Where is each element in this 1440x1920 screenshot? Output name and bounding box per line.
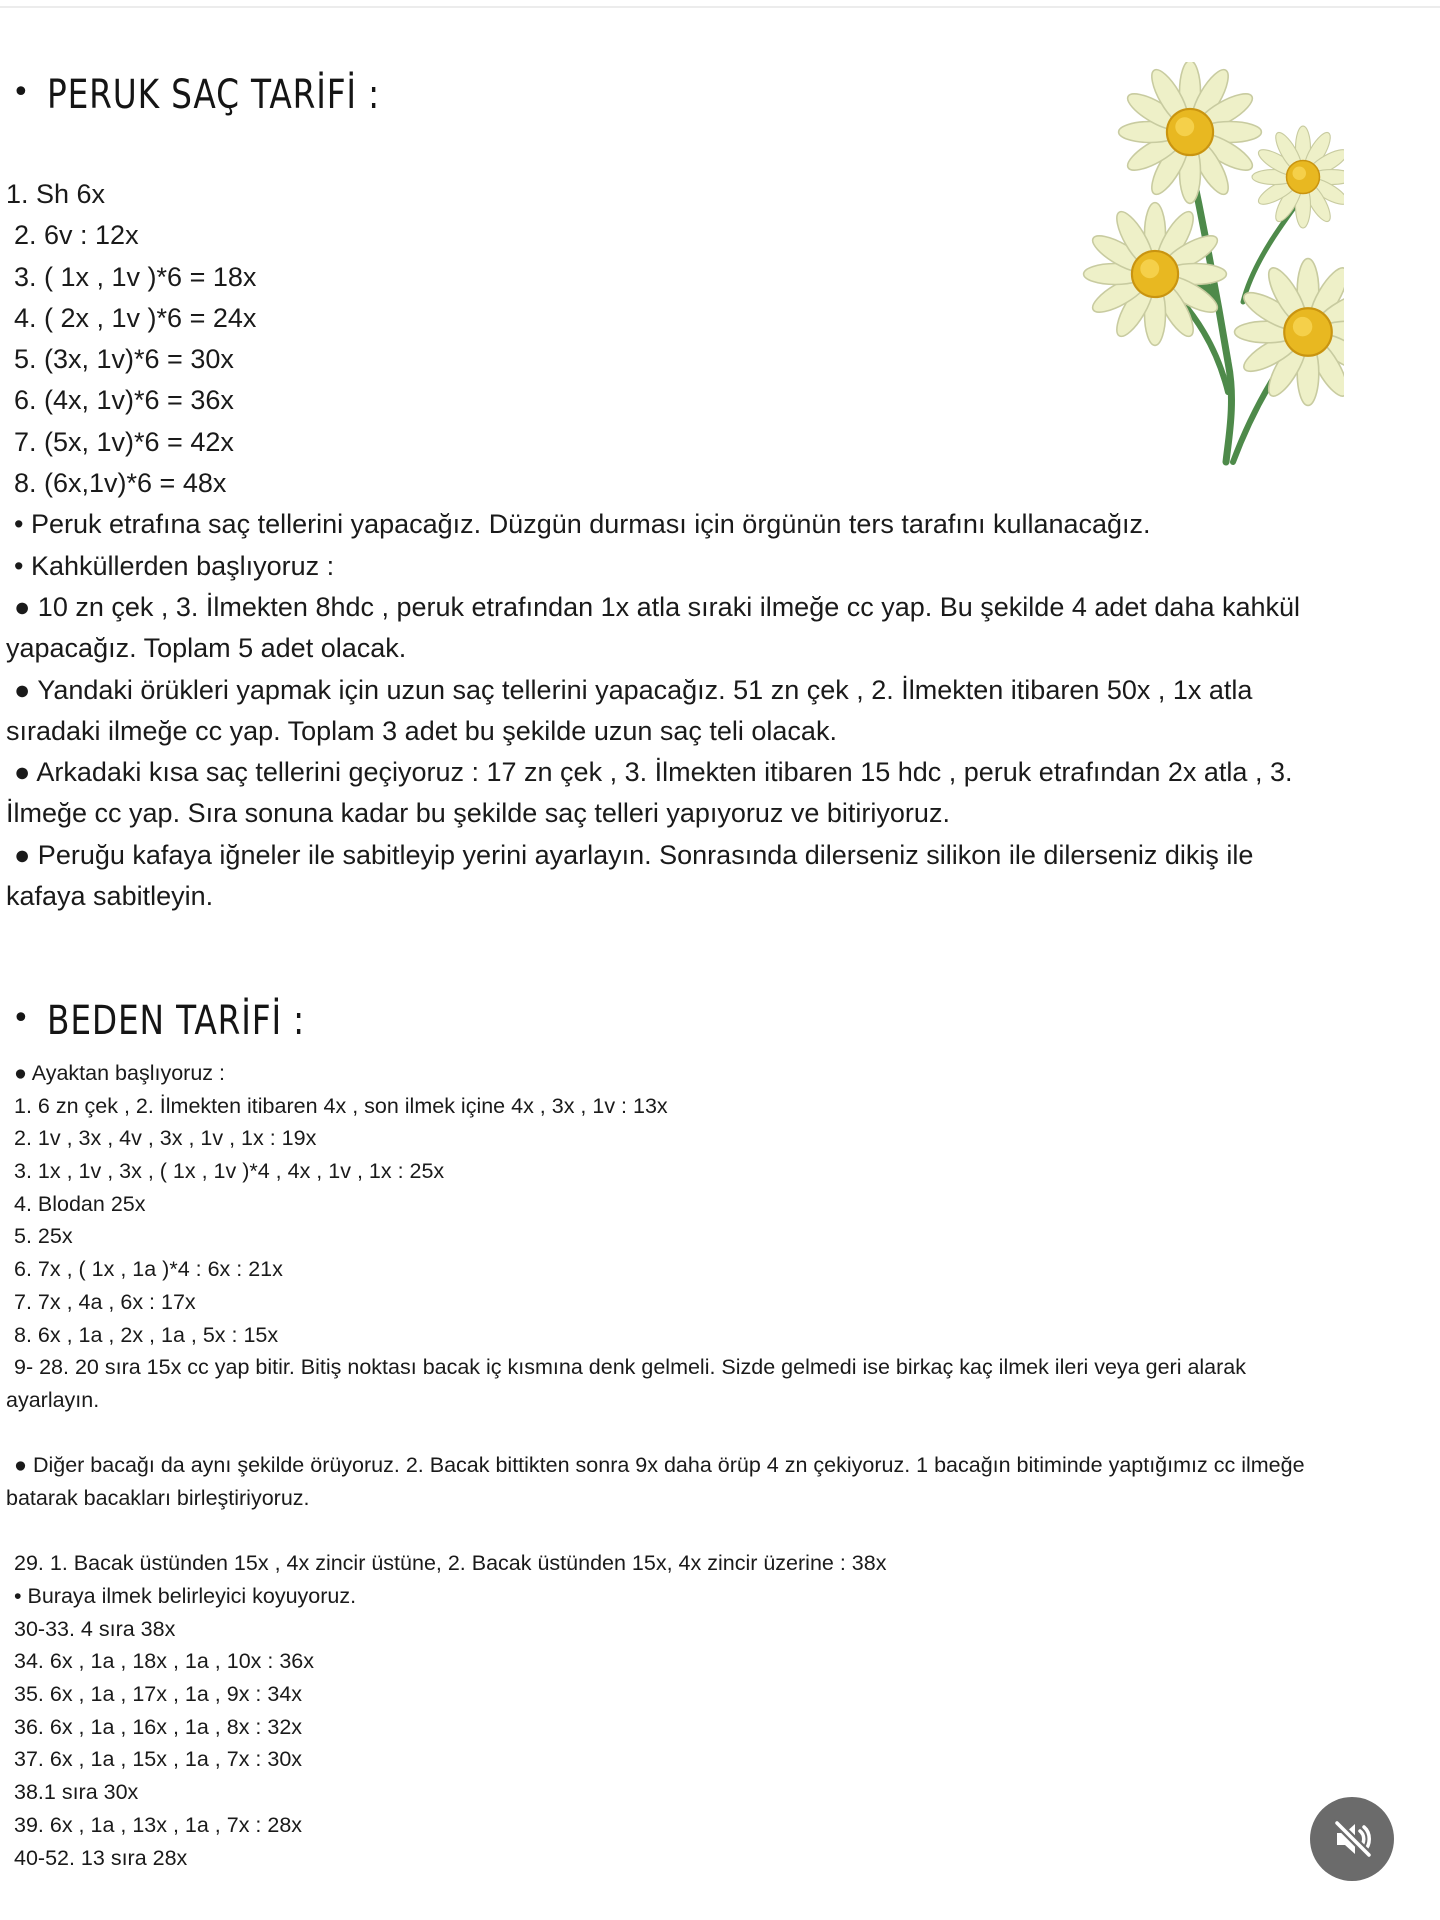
top-divider — [0, 6, 1440, 8]
instruction-line: 35. 6x , 1a , 17x , 1a , 9x : 34x — [14, 1682, 303, 1707]
instruction-line: 4. Blodan 25x — [14, 1191, 146, 1216]
instruction-line: 3. ( 1x , 1v )*6 = 18x — [14, 261, 257, 292]
heading-bullet: • — [12, 1001, 31, 1036]
instruction-line: 6. 7x , ( 1x , 1a )*4 : 6x : 21x — [14, 1257, 283, 1282]
instruction-line: ● Yandaki örükleri yapmak için uzun saç tellerini yapacağız. 51 zn çek , 2. İlmekten itibaren 50x , 1x atla — [14, 674, 1253, 705]
instruction-line: 8. (6x,1v)*6 = 48x — [14, 468, 227, 499]
section-heading-peruk — [12, 72, 453, 118]
instruction-line: 1. Sh 6x — [6, 179, 106, 209]
instruction-line: 7. (5x, 1v)*6 = 42x — [14, 426, 234, 457]
instruction-line: yapacağız. Toplam 5 adet olacak. — [6, 633, 407, 664]
instruction-line: 9- 28. 20 sıra 15x cc yap bitir. Bitiş noktası bacak iç kısmına denk gelmeli. Sizde gelmedi ise birkaç kaç ilmek ileri veya geri alarak — [14, 1355, 1246, 1380]
instruction-line: sıradaki ilmeğe cc yap. Toplam 3 adet bu şekilde uzun saç teli olacak. — [6, 715, 837, 746]
heading-title: PERUK SAÇ TARİFİ : — [46, 72, 380, 118]
instruction-line: 2. 1v , 3x , 4v , 3x , 1v , 1x : 19x — [14, 1126, 317, 1151]
instruction-line: 8. 6x , 1a , 2x , 1a , 5x : 15x — [14, 1322, 279, 1347]
instruction-line: 7. 7x , 4a , 6x : 17x — [14, 1289, 196, 1314]
instruction-line: 29. 1. Bacak üstünden 15x , 4x zincir üstüne, 2. Bacak üstünden 15x, 4x zincir üzerine : 38x — [14, 1551, 887, 1576]
beden-instructions — [6, 1057, 1436, 1874]
instruction-line: 36. 6x , 1a , 16x , 1a , 8x : 32x — [14, 1714, 303, 1739]
instruction-line: ● Peruğu kafaya iğneler ile sabitleyip yerini ayarlayın. Sonrasında dilerseniz silikon ile dilerseniz dikiş ile — [14, 839, 1254, 870]
instruction-line: kafaya sabitleyin. — [6, 881, 214, 912]
instruction-line: İlmeğe cc yap. Sıra sonuna kadar bu şekilde saç telleri yapıyoruz ve bitiriyoruz. — [6, 798, 950, 829]
instruction-line: 5. (3x, 1v)*6 = 30x — [14, 344, 234, 375]
instruction-line: ● Ayaktan başlıyoruz : — [14, 1061, 225, 1085]
instruction-line: ● Diğer bacağı da aynı şekilde örüyoruz. 2. Bacak bittikten sonra 9x daha örüp 4 zn çekiyoruz. 1 bacağın bitiminde yaptığımız cc ilmeğe — [14, 1453, 1305, 1478]
instruction-line: 2. 6v : 12x — [14, 220, 139, 251]
instruction-line: 1. 6 zn çek , 2. İlmekten itibaren 4x , son ilmek içine 4x , 3x , 1v : 13x — [14, 1093, 668, 1118]
instruction-line: ● Arkadaki kısa saç tellerini geçiyoruz : 17 zn çek , 3. İlmekten itibaren 15 hdc , peruk etrafından 2x atla , 3. — [14, 757, 1293, 788]
instruction-line: • Kahküllerden başlıyoruz : — [14, 550, 335, 581]
instruction-line: 40-52. 13 sıra 28x — [14, 1845, 188, 1870]
mute-button[interactable] — [1310, 1797, 1394, 1881]
instruction-line: 5. 25x — [14, 1224, 73, 1249]
speaker-muted-icon — [1329, 1816, 1375, 1862]
instruction-line: 37. 6x , 1a , 15x , 1a , 7x : 30x — [14, 1747, 303, 1772]
instruction-line: 34. 6x , 1a , 18x , 1a , 10x : 36x — [14, 1649, 314, 1674]
peruk-instructions — [6, 174, 1436, 917]
instruction-line: 39. 6x , 1a , 13x , 1a , 7x : 28x — [14, 1812, 303, 1837]
instruction-line: 4. ( 2x , 1v )*6 = 24x — [14, 302, 257, 333]
instruction-line: 38.1 sıra 30x — [14, 1780, 139, 1805]
blank-line — [6, 1515, 1436, 1548]
instruction-line: ayarlayın. — [6, 1387, 100, 1412]
instruction-line: 30-33. 4 sıra 38x — [14, 1616, 176, 1641]
blank-line — [6, 1417, 1436, 1450]
section-heading-beden — [12, 998, 361, 1044]
instruction-line: ● 10 zn çek , 3. İlmekten 8hdc , peruk etrafından 1x atla sıraki ilmeğe cc yap. Bu şekilde 4 adet daha kahkül — [14, 591, 1301, 622]
heading-title: BEDEN TARİFİ : — [46, 998, 305, 1044]
heading-bullet: • — [12, 75, 31, 110]
instruction-line: • Buraya ilmek belirleyici koyuyoruz. — [14, 1584, 357, 1608]
instruction-line: 6. (4x, 1v)*6 = 36x — [14, 385, 234, 416]
instruction-line: • Peruk etrafına saç tellerini yapacağız. Düzgün durması için örgünün ters tarafını kullanacağız. — [14, 509, 1151, 540]
instruction-line: 3. 1x , 1v , 3x , ( 1x , 1v )*4 , 4x , 1v , 1x : 25x — [14, 1159, 445, 1184]
instruction-line: batarak bacakları birleştiriyoruz. — [6, 1485, 310, 1510]
